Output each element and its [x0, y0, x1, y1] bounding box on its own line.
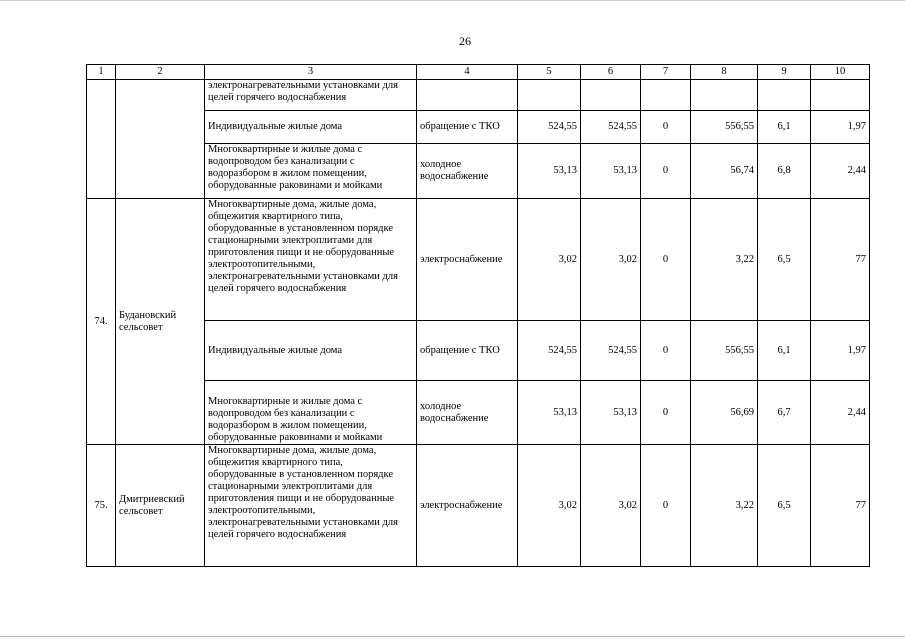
housing-description: Многоквартирные дома, жилые дома, общежития квартирного типа, оборудованные в установленном порядке стационарными электроплитами для приготовления пищи и не оборудованные электроотопительными, электронагревательными установками для целей горячего водоснабжения — [205, 445, 417, 567]
column-number-row — [87, 65, 870, 80]
value-col9: 6,8 — [758, 144, 811, 199]
value-col5 — [518, 80, 581, 111]
value-col10: 1,97 — [811, 321, 870, 381]
value-col8: 556,55 — [691, 321, 758, 381]
header-cell: 9 — [758, 65, 811, 80]
value-col7: 0 — [641, 199, 691, 321]
value-col8: 556,55 — [691, 111, 758, 144]
value-col7: 0 — [641, 321, 691, 381]
value-col6: 524,55 — [581, 111, 641, 144]
housing-description: Многоквартирные и жилые дома с водопроводом без канализации с водоразбором в жилом помещении, оборудованные раковинами и мойками — [205, 381, 417, 445]
tariff-table — [86, 64, 870, 567]
row-number-cell: 74. — [87, 199, 116, 445]
table-row — [87, 381, 870, 445]
value-col8: 3,22 — [691, 199, 758, 321]
settlement-cell: Будановский сельсовет — [116, 199, 205, 445]
utility-type: электроснабжение — [417, 445, 518, 567]
value-col7: 0 — [641, 381, 691, 445]
header-cell: 3 — [205, 65, 417, 80]
value-col8: 56,69 — [691, 381, 758, 445]
settlement-cell — [116, 80, 205, 199]
utility-type — [417, 80, 518, 111]
value-col6: 53,13 — [581, 381, 641, 445]
value-col9: 6,5 — [758, 199, 811, 321]
value-col6: 3,02 — [581, 445, 641, 567]
row-number-cell: 75. — [87, 445, 116, 567]
value-col7: 0 — [641, 445, 691, 567]
value-col5: 53,13 — [518, 144, 581, 199]
table-row — [87, 144, 870, 199]
value-col6: 3,02 — [581, 199, 641, 321]
value-col8: 56,74 — [691, 144, 758, 199]
housing-description: Индивидуальные жилые дома — [205, 321, 417, 381]
housing-description: Индивидуальные жилые дома — [205, 111, 417, 144]
value-col6: 524,55 — [581, 321, 641, 381]
value-col7: 0 — [641, 111, 691, 144]
header-cell: 2 — [116, 65, 205, 80]
value-col10: 77 — [811, 199, 870, 321]
value-col10: 77 — [811, 445, 870, 567]
header-cell: 1 — [87, 65, 116, 80]
header-cell: 10 — [811, 65, 870, 80]
table-row — [87, 445, 870, 567]
value-col9: 6,1 — [758, 321, 811, 381]
value-col5: 524,55 — [518, 111, 581, 144]
page-number: 26 — [459, 34, 471, 48]
utility-type: холодное водоснабжение — [417, 381, 518, 445]
value-col9: 6,5 — [758, 445, 811, 567]
housing-description: электронагревательными установками для целей горячего водоснабжения — [205, 80, 417, 111]
housing-description: Многоквартирные и жилые дома с водопроводом без канализации с водоразбором в жилом помещении, оборудованные раковинами и мойками — [205, 144, 417, 199]
header-cell: 6 — [581, 65, 641, 80]
table-row — [87, 321, 870, 381]
value-col7: 0 — [641, 144, 691, 199]
value-col9: 6,1 — [758, 111, 811, 144]
value-col5: 3,02 — [518, 445, 581, 567]
table-row — [87, 199, 870, 321]
utility-type: электроснабжение — [417, 199, 518, 321]
value-col5: 3,02 — [518, 199, 581, 321]
utility-type: обращение с ТКО — [417, 321, 518, 381]
header-cell: 8 — [691, 65, 758, 80]
settlement-cell: Дмитриевский сельсовет — [116, 445, 205, 567]
value-col5: 524,55 — [518, 321, 581, 381]
value-col9: 6,7 — [758, 381, 811, 445]
header-cell: 4 — [417, 65, 518, 80]
bottom-edge-line — [0, 636, 905, 637]
value-col10: 2,44 — [811, 144, 870, 199]
utility-type: обращение с ТКО — [417, 111, 518, 144]
value-col7 — [641, 80, 691, 111]
value-col10: 1,97 — [811, 111, 870, 144]
utility-type: холодное водоснабжение — [417, 144, 518, 199]
value-col8: 3,22 — [691, 445, 758, 567]
header-cell: 7 — [641, 65, 691, 80]
value-col10: 2,44 — [811, 381, 870, 445]
value-col6 — [581, 80, 641, 111]
header-cell: 5 — [518, 65, 581, 80]
value-col10 — [811, 80, 870, 111]
housing-description: Многоквартирные дома, жилые дома, общежития квартирного типа, оборудованные в установленном порядке стационарными электроплитами для приготовления пищи и не оборудованные электроотопительными, электронагревательными установками для целей горячего водоснабжения — [205, 199, 417, 321]
value-col6: 53,13 — [581, 144, 641, 199]
table-row — [87, 111, 870, 144]
table-row — [87, 80, 870, 111]
value-col8 — [691, 80, 758, 111]
row-number-cell — [87, 80, 116, 199]
value-col9 — [758, 80, 811, 111]
value-col5: 53,13 — [518, 381, 581, 445]
top-edge-line — [0, 0, 905, 1]
